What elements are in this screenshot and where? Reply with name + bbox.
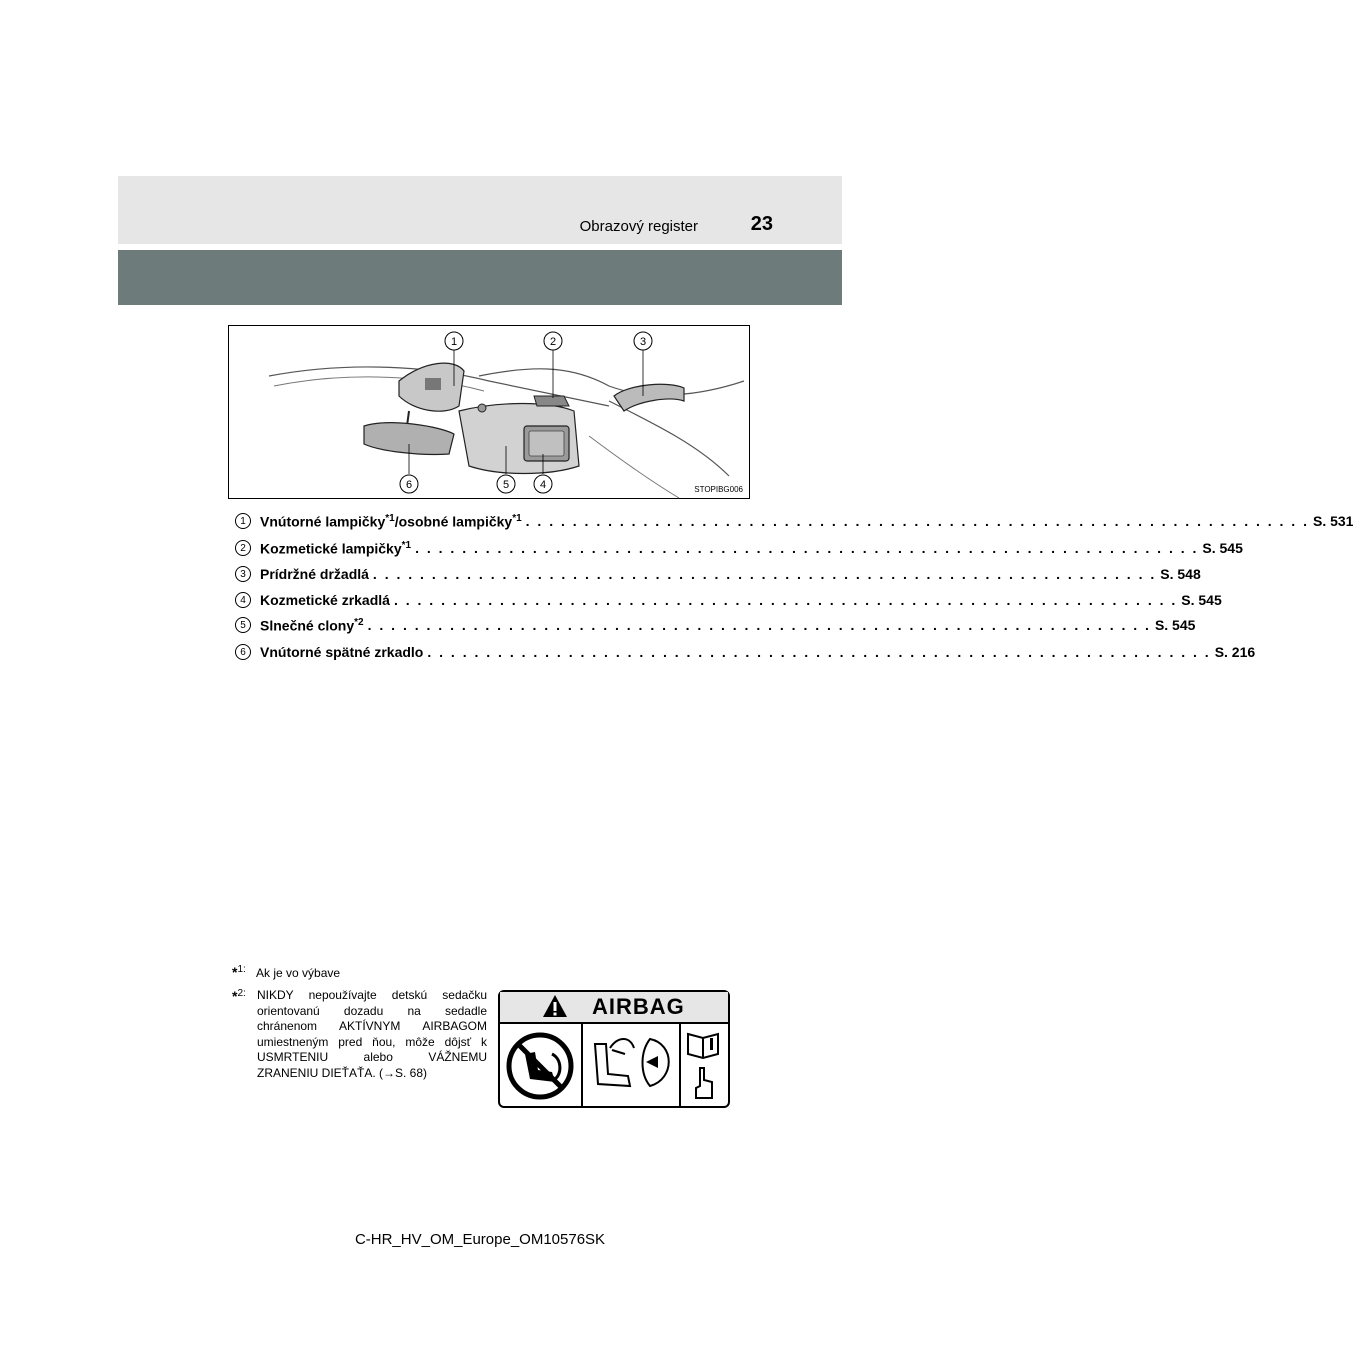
svg-text:3: 3 xyxy=(639,336,647,348)
leader-dots: . . . . . . . . . . . . . . . . . . . . . . . . . . . . . . . . . . . . . . . . . . . . . . . . . . . . . . . . . . . . . . . . . . . xyxy=(525,513,1309,529)
airbag-deploy-icon xyxy=(595,1039,669,1086)
item-number: 2 xyxy=(235,540,251,556)
footnote-2-mark xyxy=(232,986,256,1005)
callout-1 xyxy=(445,332,463,350)
airbag-label-header xyxy=(500,992,728,1024)
no-child-seat-icon xyxy=(509,1035,571,1097)
list-item xyxy=(235,563,1201,585)
svg-text:6: 6 xyxy=(405,479,413,491)
item-label[interactable]: Vnútorné lampičky$^{*1}$/osobné lampičky$^{*1}$ xyxy=(260,512,522,530)
item-number: 3 xyxy=(235,566,251,582)
leader-dots: . . . . . . . . . . . . . . . . . . . . . . . . . . . . . . . . . . . . . . . . . . . . . . . . . . . . . . . . . . . . . . . . . . . xyxy=(415,540,1199,556)
list-item xyxy=(235,510,1353,532)
section-title: Obrazový register xyxy=(579,218,698,235)
document-id: C-HR_HV_OM_Europe_OM10576SK xyxy=(354,1231,606,1248)
footnote-text: Ak je vo výbave xyxy=(256,966,341,980)
item-label[interactable]: Kozmetické zrkadlá xyxy=(260,592,390,608)
item-number: 1 xyxy=(235,513,251,529)
item-number: 6 xyxy=(235,644,251,660)
page-ref[interactable]: S. 545 xyxy=(1202,540,1243,556)
leader-dots: . . . . . . . . . . . . . . . . . . . . . . . . . . . . . . . . . . . . . . . . . . . . . . . . . . . . . . . . . . . . . . . . . . . xyxy=(427,644,1211,660)
callout-2 xyxy=(544,332,562,350)
svg-text:4: 4 xyxy=(539,479,547,491)
leader-dots: . . . . . . . . . . . . . . . . . . . . . . . . . . . . . . . . . . . . . . . . . . . . . . . . . . . . . . . . . . . . . . . . . . . xyxy=(367,617,1151,633)
footnote-2-text: NIKDY nepoužívajte detskú sedačku orientovanú dozadu na sedadle chránenom AKTÍVNYM AIRBAGOM umiestneným pred ňou, môže dôjsť k USMRTENIU alebo VÁŽNEMU ZRANENIU DIEŤAŤA. (→S. 68) xyxy=(257,988,487,1080)
interior-figure xyxy=(228,325,750,499)
header-bar xyxy=(118,176,842,244)
list-item xyxy=(235,641,1256,663)
airbag-text: AIRBAG xyxy=(592,994,685,1019)
callout-3 xyxy=(634,332,652,350)
item-label[interactable]: Vnútorné spätné zrkadlo xyxy=(260,644,424,660)
item-number: 4 xyxy=(235,592,251,608)
item-label[interactable]: Prídržné držadlá xyxy=(260,566,369,582)
warning-triangle-icon xyxy=(542,994,568,1018)
figure-code: STOPIBG006 xyxy=(694,485,743,494)
footnote-1 xyxy=(232,962,340,981)
leader-dots: . . . . . . . . . . . . . . . . . . . . . . . . . . . . . . . . . . . . . . . . . . . . . . . . . . . . . . . . . . . . . . . . . . . xyxy=(393,592,1178,608)
footnote-mark: *$^{1:}$ xyxy=(232,964,246,980)
page-ref[interactable]: S. 548 xyxy=(1160,566,1201,582)
airbag-warning-label xyxy=(498,990,730,1108)
page-ref[interactable]: S. 545 xyxy=(1154,617,1196,633)
leader-dots: . . . . . . . . . . . . . . . . . . . . . . . . . . . . . . . . . . . . . . . . . . . . . . . . . . . . . . . . . . . . . . . . . . . xyxy=(372,566,1157,582)
list-item xyxy=(235,589,1222,611)
page-ref[interactable]: S. 545 xyxy=(1181,592,1222,608)
item-label[interactable]: Slnečné clony$^{*2}$ xyxy=(260,616,364,634)
svg-text:2: 2 xyxy=(549,336,557,348)
list-item xyxy=(235,614,1196,636)
page-ref[interactable]: S. 531 xyxy=(1312,513,1353,529)
item-number: 5 xyxy=(235,617,251,633)
interior-illustration xyxy=(229,326,749,498)
svg-text:5: 5 xyxy=(502,479,510,491)
section-band xyxy=(118,250,842,305)
callout-6 xyxy=(400,475,418,493)
svg-text:1: 1 xyxy=(450,336,458,348)
read-manual-icon xyxy=(688,1034,718,1098)
footnote-mark: *$^{2:}$ xyxy=(232,988,246,1004)
callout-5 xyxy=(497,475,515,493)
list-item xyxy=(235,537,1243,559)
item-label[interactable]: Kozmetické lampičky$^{*1}$ xyxy=(260,539,412,557)
page-number: 23 xyxy=(750,213,773,235)
airbag-pictograms xyxy=(500,1024,728,1106)
page-ref[interactable]: S. 216 xyxy=(1214,644,1256,660)
callout-4 xyxy=(534,475,552,493)
